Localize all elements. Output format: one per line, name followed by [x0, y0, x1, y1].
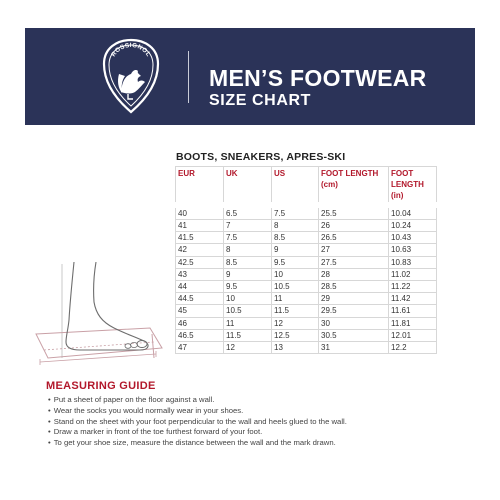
- table-row: [176, 244, 437, 256]
- table-row: [176, 268, 437, 280]
- table-cell: 30.5: [319, 329, 389, 341]
- rossignol-rooster-logo: [95, 36, 167, 118]
- table-row: [176, 232, 437, 244]
- measuring-guide-list: [48, 395, 468, 449]
- table-cell: 10.5: [224, 305, 272, 317]
- table-cell: 10.43: [389, 232, 437, 244]
- table-cell: 29: [319, 293, 389, 305]
- table-cell: 12.5: [272, 329, 319, 341]
- page-title: MEN’S FOOTWEAR: [209, 65, 427, 91]
- table-cell: 11: [272, 293, 319, 305]
- table-row: [176, 317, 437, 329]
- table-cell: 40: [176, 205, 224, 220]
- table-cell: 11.81: [389, 317, 437, 329]
- table-cell: 41: [176, 220, 224, 232]
- table-cell: 44.5: [176, 293, 224, 305]
- table-cell: 8.5: [272, 232, 319, 244]
- table-cell: 28: [319, 268, 389, 280]
- table-cell: 43: [176, 268, 224, 280]
- table-cell: 26.5: [319, 232, 389, 244]
- table-cell: 9.5: [224, 280, 272, 292]
- measuring-guide-title: MEASURING GUIDE: [46, 380, 156, 392]
- table-cell: 30: [319, 317, 389, 329]
- table-cell: 45: [176, 305, 224, 317]
- table-cell: 10.63: [389, 244, 437, 256]
- table-cell: 31: [319, 341, 389, 353]
- table-cell: 11.22: [389, 280, 437, 292]
- table-cell: 9: [272, 244, 319, 256]
- table-cell: 12.01: [389, 329, 437, 341]
- table-cell: 9.5: [272, 256, 319, 268]
- table-cell: 8: [272, 220, 319, 232]
- table-cell: 10.04: [389, 205, 437, 220]
- header-banner: [25, 28, 475, 125]
- table-cell: 7: [224, 220, 272, 232]
- guide-step: • Draw a marker in front of the toe furthest forward of your foot.: [48, 427, 468, 438]
- table-cell: 47: [176, 341, 224, 353]
- table-cell: 11.42: [389, 293, 437, 305]
- table-row: [176, 205, 437, 220]
- table-cell: 11.5: [224, 329, 272, 341]
- table-cell: 41.5: [176, 232, 224, 244]
- column-header: FOOT LENGTH (in): [389, 167, 437, 206]
- table-cell: 7.5: [224, 232, 272, 244]
- table-cell: 26: [319, 220, 389, 232]
- table-row: [176, 305, 437, 317]
- table-row: [176, 341, 437, 353]
- table-cell: 11: [224, 317, 272, 329]
- table-row: [176, 220, 437, 232]
- table-row: [176, 256, 437, 268]
- table-body: [176, 205, 437, 354]
- table-cell: 11.61: [389, 305, 437, 317]
- table-cell: 7.5: [272, 205, 319, 220]
- table-title: BOOTS, SNEAKERS, APRES-SKI: [176, 151, 346, 163]
- table-cell: 9: [224, 268, 272, 280]
- column-header: US: [272, 167, 319, 206]
- page-subtitle: SIZE CHART: [209, 92, 311, 109]
- table-cell: 6.5: [224, 205, 272, 220]
- table-cell: 10.83: [389, 256, 437, 268]
- table-cell: 46.5: [176, 329, 224, 341]
- column-header: UK: [224, 167, 272, 206]
- table-cell: 10: [224, 293, 272, 305]
- table-cell: 8: [224, 244, 272, 256]
- table-cell: 46: [176, 317, 224, 329]
- table-cell: 11.5: [272, 305, 319, 317]
- table-cell: 27.5: [319, 256, 389, 268]
- table-cell: 42: [176, 244, 224, 256]
- table-cell: 25.5: [319, 205, 389, 220]
- table-cell: 8.5: [224, 256, 272, 268]
- table-cell: 44: [176, 280, 224, 292]
- table-cell: 27: [319, 244, 389, 256]
- table-row: [176, 280, 437, 292]
- size-chart-table: [175, 166, 437, 354]
- table-cell: 10.5: [272, 280, 319, 292]
- table-cell: 11.02: [389, 268, 437, 280]
- guide-step: • To get your shoe size, measure the distance between the wall and the mark drawn.: [48, 438, 468, 449]
- table-cell: 13: [272, 341, 319, 353]
- table-cell: 29.5: [319, 305, 389, 317]
- table-cell: 28.5: [319, 280, 389, 292]
- table-cell: 42.5: [176, 256, 224, 268]
- header-divider: [188, 51, 189, 103]
- table-cell: 12: [224, 341, 272, 353]
- guide-step: • Stand on the sheet with your foot perpendicular to the wall and heels glued to the wall.: [48, 417, 468, 428]
- guide-step: • Put a sheet of paper on the floor against a wall.: [48, 395, 468, 406]
- guide-step: • Wear the socks you would normally wear in your shoes.: [48, 406, 468, 417]
- table-header-row: [176, 167, 437, 206]
- table-cell: 10: [272, 268, 319, 280]
- column-header: FOOT LENGTH (cm): [319, 167, 389, 206]
- table-cell: 12.2: [389, 341, 437, 353]
- brand-text: ROSSIGNOL: [110, 41, 152, 59]
- table-cell: 12: [272, 317, 319, 329]
- foot-measuring-illustration: [22, 262, 172, 372]
- column-header: EUR: [176, 167, 224, 206]
- table-row: [176, 329, 437, 341]
- table-cell: 10.24: [389, 220, 437, 232]
- table-row: [176, 293, 437, 305]
